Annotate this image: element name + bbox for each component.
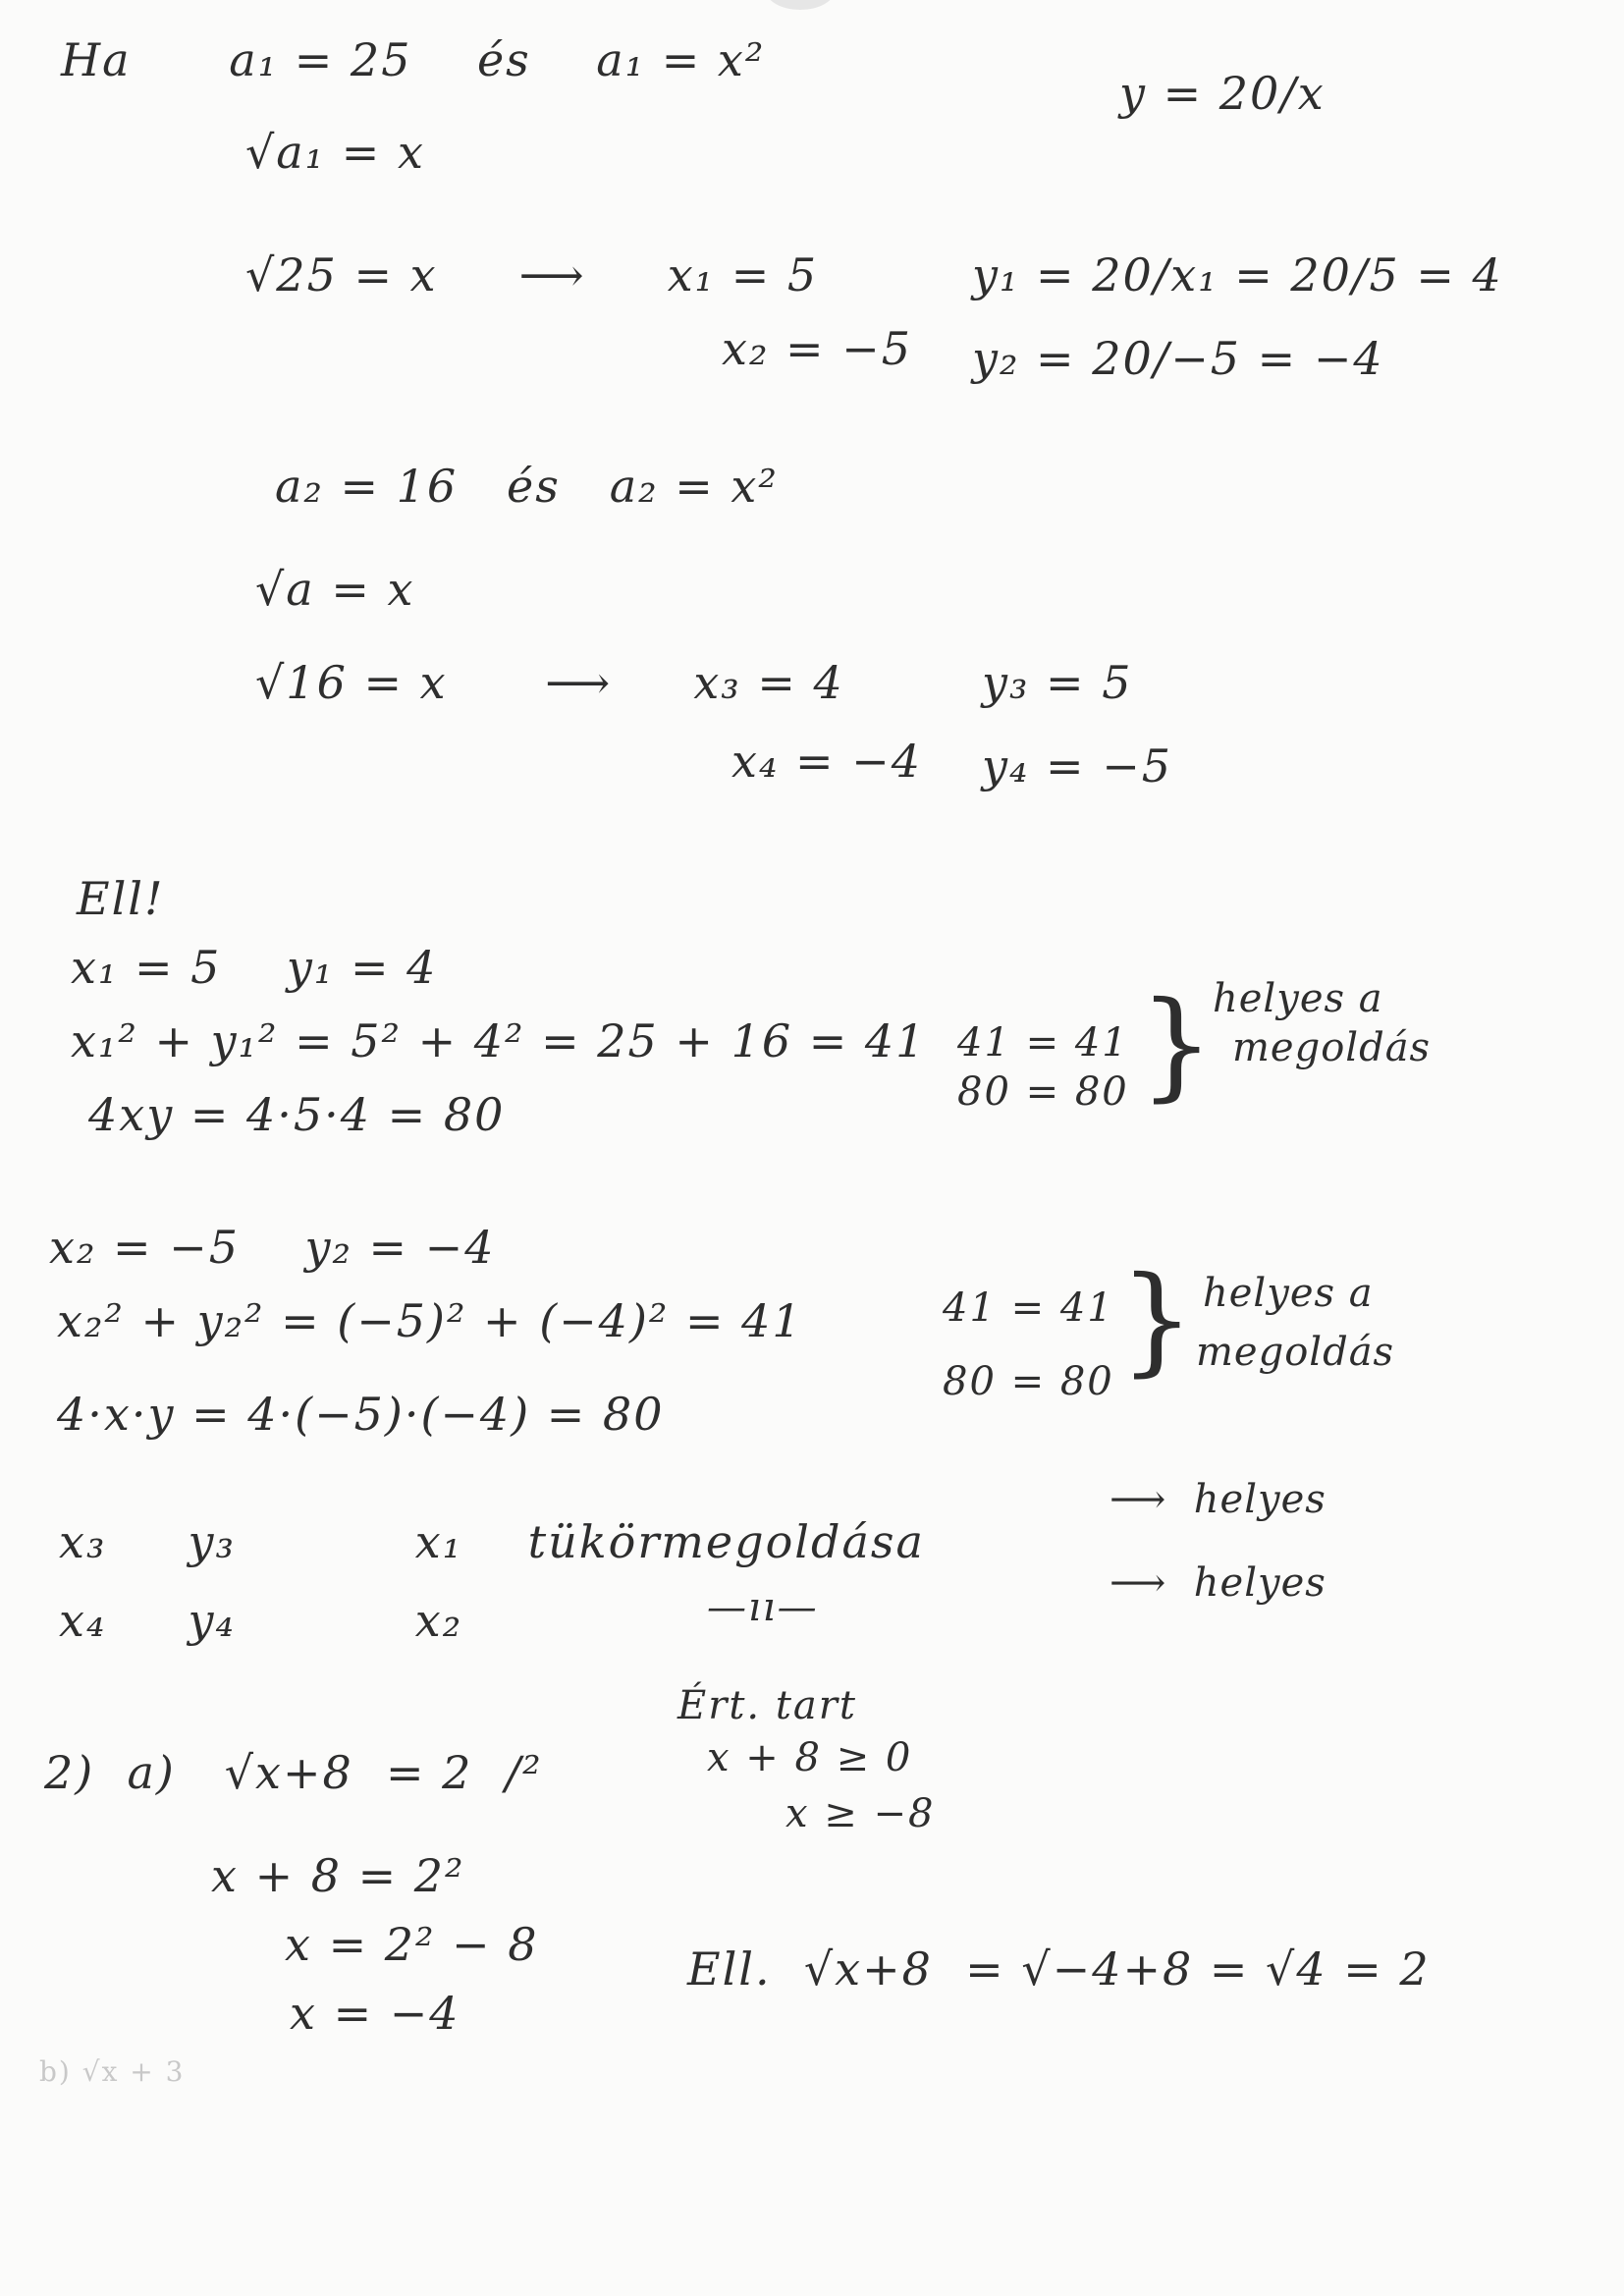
check2-result1: 41 = 41	[943, 1285, 1114, 1331]
task2-domain-line2: x ≥ −8	[785, 1791, 936, 1836]
block2-line3-right: y₃ = 5	[982, 656, 1133, 709]
task2-line4: x = −4	[290, 1987, 460, 2040]
check1-verdict2: megoldás	[1232, 1025, 1432, 1070]
check1-line2: x₁² + y₁² = 5² + 4² = 25 + 16 = 41	[71, 1014, 927, 1067]
task2-domain-line1: x + 8 ≥ 0	[707, 1735, 913, 1780]
check1-verdict1: helyes a	[1213, 976, 1383, 1021]
mirror-line1: x₃ y₃ x₁ tükörmegoldása	[59, 1515, 925, 1568]
check1-line3: 4xy = 4·5·4 = 80	[88, 1088, 506, 1141]
block1-line4-right: y₂ = 20/−5 = −4	[972, 332, 1384, 385]
check2-verdict2: megoldás	[1196, 1330, 1395, 1375]
block2-line2: √a = x	[255, 563, 415, 616]
task2-domain-title: Ért. tart	[677, 1683, 857, 1728]
block2-line4: x₄ = −4	[731, 735, 922, 788]
task2-line2: x + 8 = 2²	[211, 1849, 465, 1902]
check2-line3: 4·x·y = 4·(−5)·(−4) = 80	[57, 1388, 665, 1441]
mirror-line1-right: ⟶ helyes	[1110, 1477, 1326, 1522]
check2-verdict1: helyes a	[1203, 1271, 1374, 1316]
block2-line4-right: y₄ = −5	[982, 739, 1173, 793]
block1-line3: √25 = x ⟶ x₁ = 5	[245, 248, 819, 301]
check2-line2: x₂² + y₂² = (−5)² + (−4)² = 41	[57, 1294, 803, 1347]
mirror-line2-right: ⟶ helyes	[1110, 1560, 1326, 1606]
check2-brace: }	[1119, 1252, 1195, 1389]
check2-line1: x₂ = −5 y₂ = −4	[49, 1221, 496, 1274]
block1-line3-right: y₁ = 20/x₁ = 20/5 = 4	[972, 248, 1503, 301]
block1-line2: √a₁ = x	[245, 126, 425, 179]
check2-result2: 80 = 80	[943, 1359, 1114, 1404]
block1-line4: x₂ = −5	[722, 322, 912, 375]
block1-line1: Ha a₁ = 25 és a₁ = x²	[61, 33, 766, 86]
mirror-line2: x₄ y₄ x₂	[59, 1594, 463, 1647]
check1-title: Ell!	[77, 872, 165, 925]
check1-result2: 80 = 80	[957, 1069, 1129, 1115]
mirror-line2-ditto: —ıı—	[707, 1585, 819, 1630]
block2-line3: √16 = x ⟶ x₃ = 4	[255, 656, 844, 709]
block2-line1: a₂ = 16 és a₂ = x²	[275, 460, 779, 513]
punch-hole-mark	[766, 0, 835, 10]
block1-y-equation: y = 20/x	[1119, 67, 1326, 120]
task2-line1: 2) a) √x+8 = 2 /²	[44, 1746, 543, 1799]
task2-line3: x = 2² − 8	[285, 1918, 539, 1971]
check1-result1: 41 = 41	[957, 1020, 1129, 1066]
task2-part-b-faint: b) √x + 3	[39, 2055, 186, 2088]
task2-check: Ell. √x+8 = √−4+8 = √4 = 2	[687, 1942, 1431, 1995]
check1-brace: }	[1139, 977, 1215, 1114]
check1-line1: x₁ = 5 y₁ = 4	[71, 941, 438, 994]
